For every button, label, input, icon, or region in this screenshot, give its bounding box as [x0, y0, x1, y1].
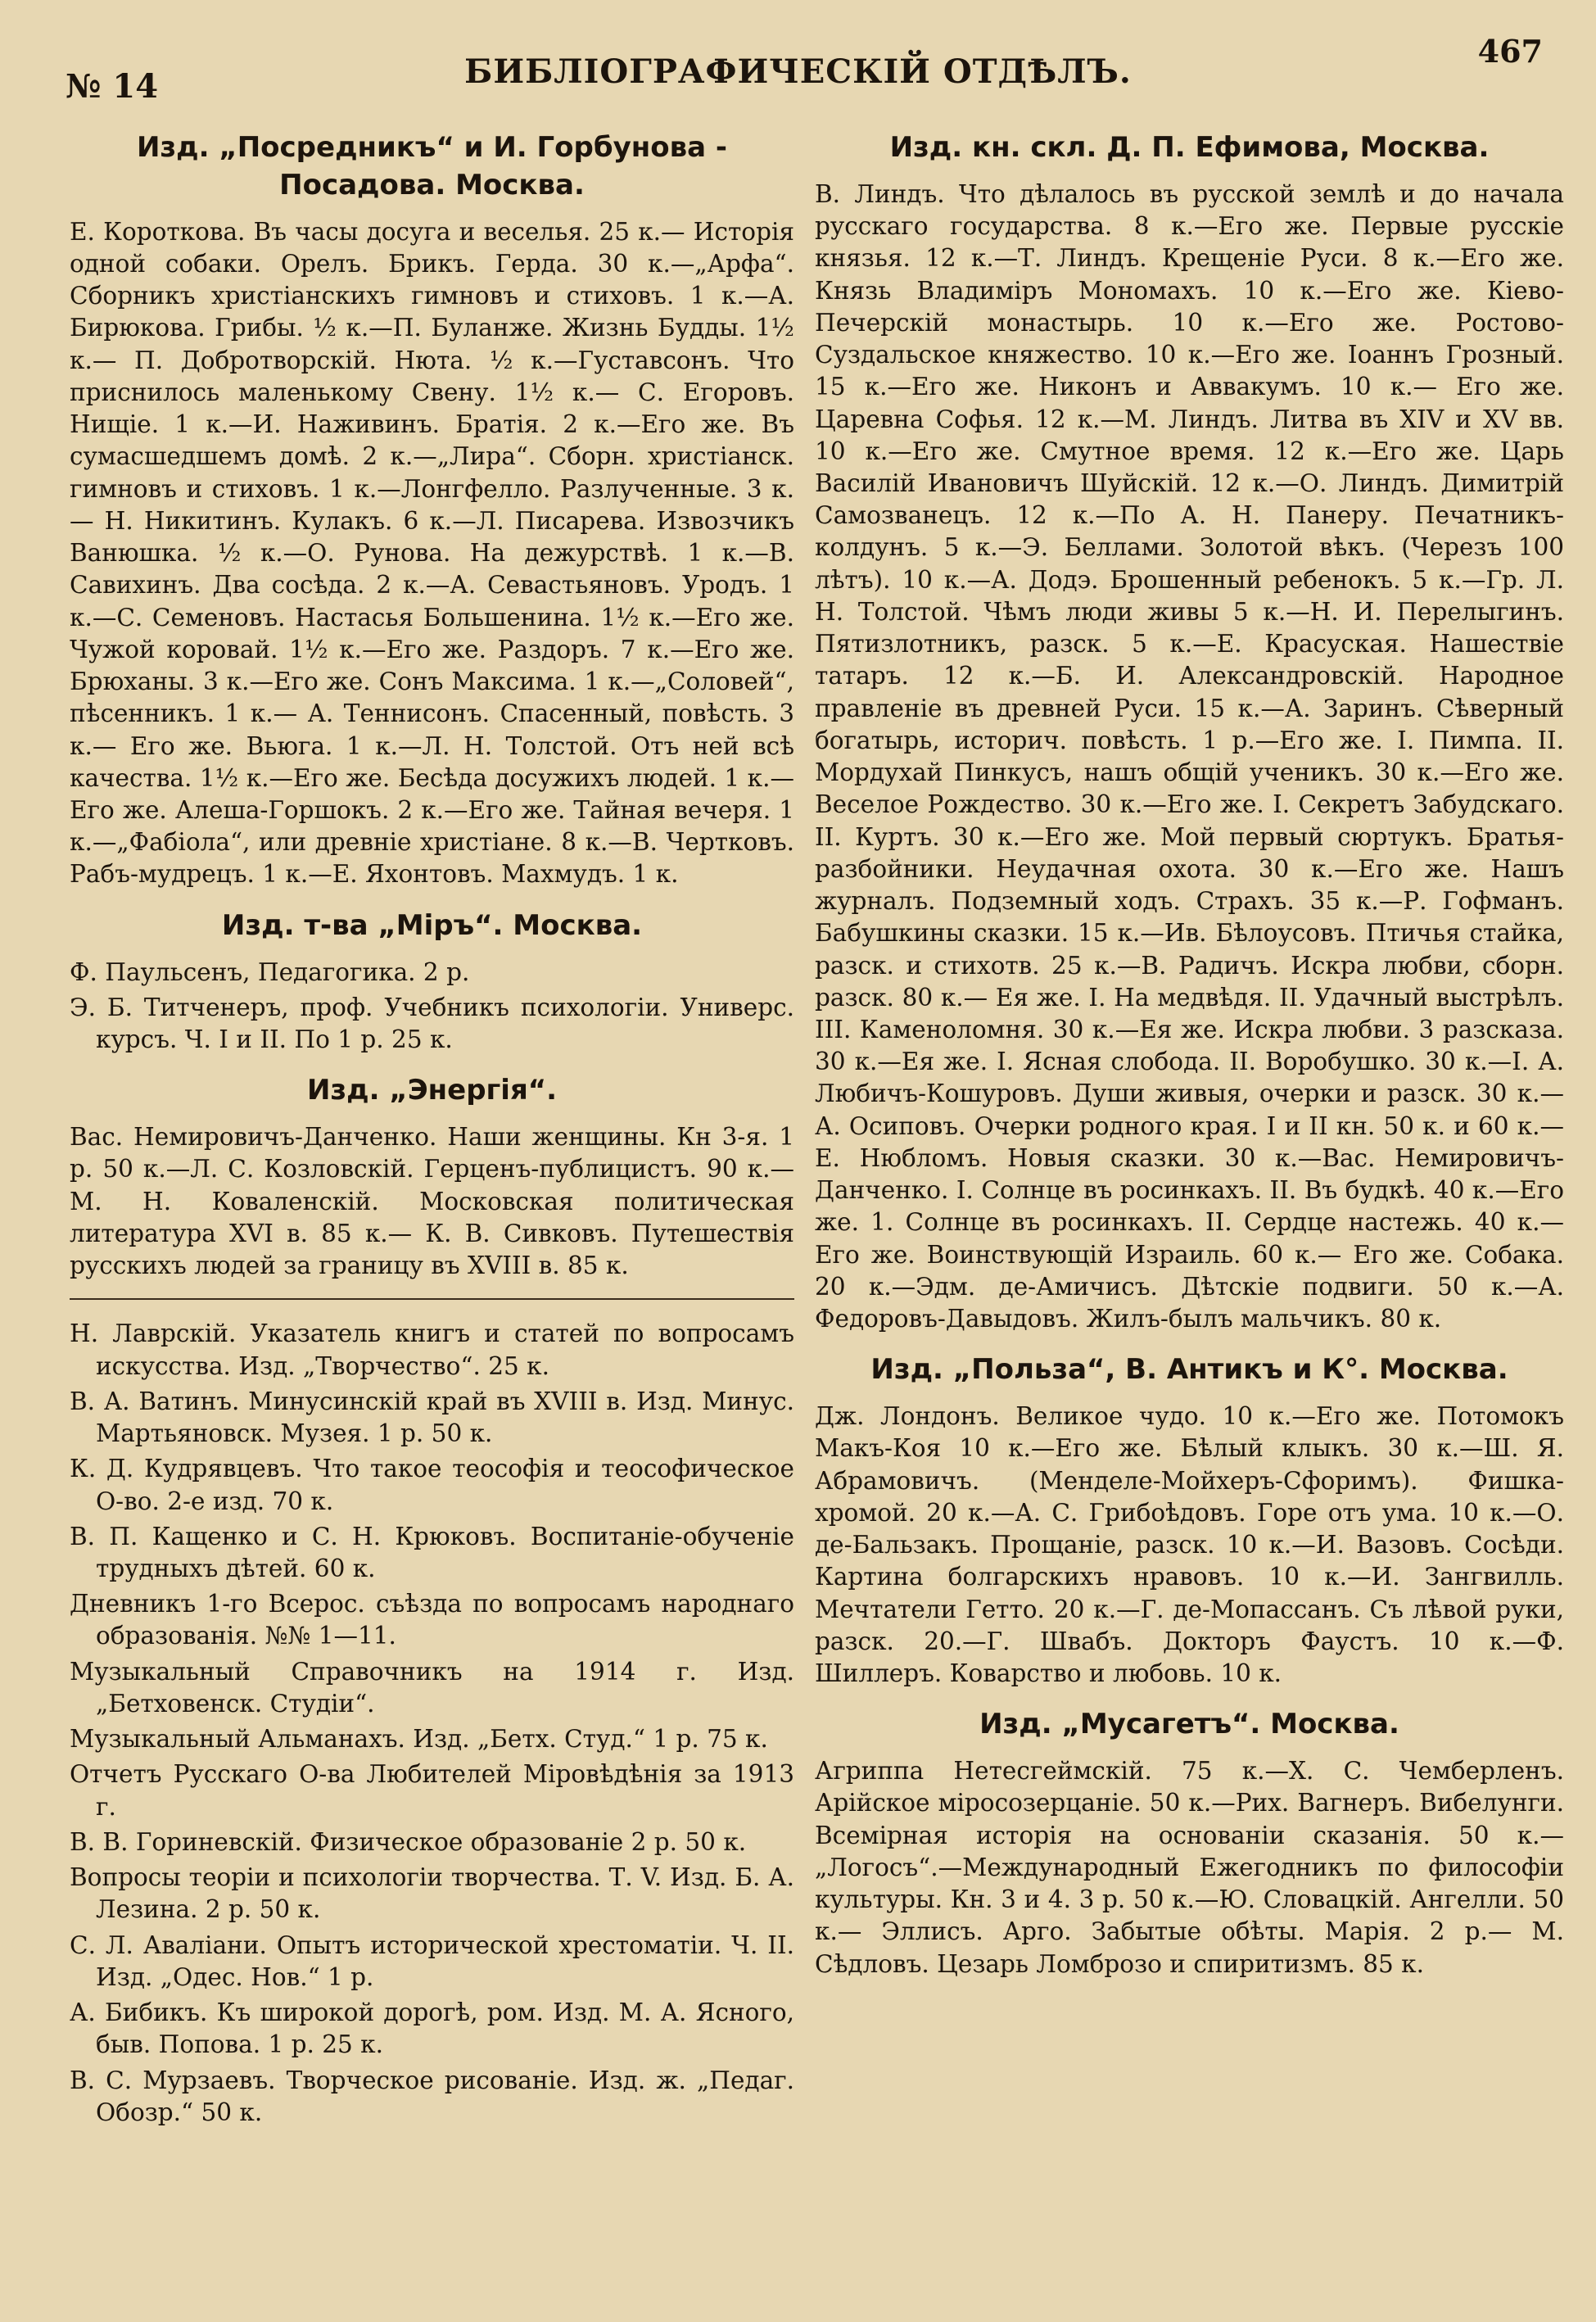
bibliography-entry: В. Линдъ. Что дѣлалось въ русской землѣ и до начала русскаго государства. 8 к.—Его же. Первые русскіе князья. 12 к.—Т. Линдъ. Крещеніе Руси. 8 к.—Его же. Князь Владиміръ Мономахъ. 10 к.—Его же. Кіево-Печерскій монастырь. 10 к.—Его же. Ростово-Суздальское княжество. 10 к.—Его же. Іоаннъ Грозный. 15 к.—Его же. Никонъ и Аввакумъ. 10 к.— Его же. Царевна Софья. 12 к.—М. Линдъ. Литва въ XIV и XV вв. 10 к.—Его же. Смутное время. 12 к.—Его же. Царь Василій Ивановичъ Шуйскій. 12 к.—О. Линдъ. Димитрій Самозванецъ. 12 к.—По А. Н. Панеру. Печатникъ-колдунъ. 5 к.—Э. Беллами. Золотой вѣкъ. (Черезъ 100 лѣтъ). 10 к.—А. Додэ. Брошенный ребенокъ. 5 к.—Гр. Л. Н. Толстой. Чѣмъ люди живы 5 к.—Н. И. Перелыгинъ. Пятизлотникъ, разск. 5 к.—Е. Красуская. Нашествіе татаръ. 12 к.—Б. И. Александровскій. Народное правленіе въ древней Руси. 15 к.—А. Заринъ. Сѣверный богатырь, историч. повѣсть. 1 р.—Его же. I. Пимпа. II. Мордухай Пинкусъ, нашъ общій ученикъ. 30 к.—Его же. Веселое Рождество. 30 к.—Его же. I. Секретъ Забудскаго. II. Куртъ. 30 к.—Его же. Мой первый сюртукъ. Братья-разбойники. Неудачная охота. 30 к.—Его же. Нашъ журналъ. Подземный ходъ. Страхъ. 35 к.—Р. Гофманъ. Бабушкины сказки. 15 к.—Ив. Бѣлоусовъ. Птичья стайка, разск. и стихотв. 25 к.—В. Радичъ. Искра любви, сборн. разск. 80 к.— Ея же. I. На медвѣдя. II. Удачный выстрѣлъ. III. Каменоломня. 30 к.—Ея же. Искра любви. 3 разсказа. 30 к.—Ея же. I. Ясная слобода. II. Воробушко. 30 к.—I. А. Любичъ-Кошуровъ. Души живыя, очерки и разск. 30 к.— А. Осиповъ. Очерки родного края. I и II кн. 50 к. и 60 к.—Е. Нюбломъ. Новыя сказки. 30 к.—Вас. Немировичъ-Данченко. I. Солнце въ росинкахъ. II. Въ будкѣ. 40 к.—Его же. 1. Солнце въ росинкахъ. II. Сердце настежь. 40 к.—Его же. Воинствующій Израиль. 60 к.— Его же. Собака. 20 к.—Эдм. де-Амичисъ. Дѣтскіе подвиги. 50 к.—А. Федоровъ-Давыдовъ. Жилъ-былъ мальчикъ. 80 к.: [815, 179, 1564, 1333]
publisher-section: [70, 908, 794, 1057]
bibliography-entry: Вас. Немировичъ-Данченко. Наши женщины. Кн 3-я. 1 р. 50 к.—Л. С. Козловскій. Герценъ-публицистъ. 90 к.—М. Н. Коваленскій. Московская политическая литература XVI в. 85 к.— К. В. Сивковъ. Путешествія русскихъ людей за границу въ XVIII в. 85 к.: [70, 1123, 794, 1280]
left-column: [70, 123, 794, 2306]
section-title: Изд. „Энергія“.: [306, 1074, 558, 1107]
publisher-section: [815, 129, 1564, 1335]
bibliography-entry: А. Бибикъ. Къ широкой дорогѣ, ром. Изд. М. А. Ясного, быв. Попова. 1 р. 25 к.: [70, 1998, 794, 2059]
section-title: Изд. кн. скл. Д. П. Ефимова, Москва.: [889, 131, 1490, 164]
section-title: Изд. т-ва „Міръ“. Москва.: [221, 908, 643, 942]
page-number: 467: [1477, 33, 1543, 70]
right-column: [815, 123, 1564, 2306]
section-title: Изд. „Польза“, В. Антикъ и К°. Москва.: [870, 1353, 1508, 1387]
issue-number: № 14: [66, 67, 159, 106]
section-title: Изд. „Мусагетъ“. Москва.: [979, 1708, 1399, 1741]
section-title: Изд. „Посредникъ“ и И. Горбунова - Посадова. Москва.: [136, 131, 728, 201]
bibliography-entry: Дневникъ 1-го Всерос. съѣзда по вопросамъ народнаго образованія. №№ 1—11.: [70, 1590, 794, 1650]
page-header: [0, 0, 1596, 123]
bibliography-entry: Э. Б. Титченеръ, проф. Учебникъ психологіи. Универс. курсъ. Ч. I и II. По 1 р. 25 к.: [70, 993, 794, 1054]
publisher-section: [70, 1298, 794, 2129]
running-title: БИБЛІОГРАФИЧЕСКІЙ ОТДѢЛЪ.: [464, 52, 1132, 91]
publisher-section: [815, 1351, 1564, 1690]
bibliography-entry: С. Л. Аваліани. Опытъ исторической хрестоматіи. Ч. II. Изд. „Одес. Нов.“ 1 р.: [70, 1930, 794, 1991]
bibliography-entry: Е. Короткова. Въ часы досуга и веселья. 25 к.— Исторія одной собаки. Орелъ. Брикъ. Герда. 30 к.—„Арфа“. Сборникъ христіанскихъ гимновъ и стиховъ. 1 к.—А. Бирюкова. Грибы. ½ к.—П. Буланже. Жизнь Будды. 1½ к.— П. Добротворскій. Нюта. ½ к.—Густавсонъ. Что приснилось маленькому Свену. 1½ к.— С. Егоровъ. Нищіе. 1 к.—И. Наживинъ. Братія. 2 к.—Его же. Въ сумасшедшемъ домѣ. 2 к.—„Лира“. Сборн. христіанск. гимновъ и стиховъ. 1 к.—Лонгфелло. Разлученные. 3 к.— Н. Никитинъ. Кулакъ. 6 к.—Л. Писарева. Извозчикъ Ванюшка. ½ к.—О. Рунова. На дежурствѣ. 1 к.—В. Савихинъ. Два сосѣда. 2 к.—А. Севастьяновъ. Уродъ. 1 к.—С. Семеновъ. Настасья Большенина. 1½ к.—Его же. Чужой коровай. 1½ к.—Его же. Раздоръ. 7 к.—Его же. Брюханы. 3 к.—Его же. Сонъ Максима. 1 к.—„Соловей“, пѣсенникъ. 1 к.— А. Теннисонъ. Спасенный, повѣсть. 3 к.— Его же. Вьюга. 1 к.—Л. Н. Толстой. Отъ ней всѣ качества. 1½ к.—Его же. Бесѣда досужихъ людей. 1 к.—Его же. Алеша-Горшокъ. 2 к.—Его же. Тайная вечеря. 1 к.—„Фабіола“, или древніе христіане. 8 к.—В. Чертковъ. Рабъ-мудрецъ. 1 к.—Е. Яхонтовъ. Махмудъ. 1 к.: [70, 217, 794, 889]
bibliography-entry: В. С. Мурзаевъ. Творческое рисованіе. Изд. ж. „Педаг. Обозр.“ 50 к.: [70, 2066, 794, 2126]
bibliography-entry: Н. Лаврскій. Указатель книгъ и статей по вопросамъ искусства. Изд. „Творчество“. 25 к.: [70, 1319, 794, 1380]
bibliography-entry: Музыкальный Альманахъ. Изд. „Бетх. Студ.“ 1 р. 75 к.: [70, 1725, 768, 1754]
bibliography-entry: В. В. Гориневскій. Физическое образованіе 2 р. 50 к.: [70, 1827, 747, 1856]
publisher-section: [70, 129, 794, 891]
bibliography-entry: Музыкальный Справочникъ на 1914 г. Изд. „Бетховенск. Студіи“.: [70, 1657, 794, 1718]
bibliography-entry: Дж. Лондонъ. Великое чудо. 10 к.—Его же. Потомокъ Макъ-Коя 10 к.—Его же. Бѣлый клыкъ. 30 к.—Ш. Я. Абрамовичъ. (Менделе-Мойхеръ-Сфоримъ). Фишка-хромой. 20 к.—А. С. Грибоѣдовъ. Горе отъ ума. 10 к.—О. де-Бальзакъ. Прощаніе, разск. 10 к.—И. Вазовъ. Сосѣди. Картина болгарскихъ нравовъ. 10 к.—И. Зангвилль. Мечтатели Гетто. 20 к.—Г. де-Мопассанъ. Съ лѣвой руки, разск. 20.—Г. Швабъ. Докторъ Фаустъ. 10 к.—Ф. Шиллеръ. Коварство и любовь. 10 к.: [815, 1402, 1564, 1688]
bibliography-entry: Агриппа Нетесгеймскій. 75 к.—Х. С. Чемберленъ. Арійское міросозерцаніе. 50 к.—Рих. Вагнеръ. Вибелунги. Всемірная исторія на основаніи сказанія. 50 к.—„Логосъ“.—Международный Ежегодникъ по философіи культуры. Кн. 3 и 4. 3 р. 50 к.—Ю. Словацкій. Ангелли. 50 к.— Эллисъ. Арго. Забытые обѣты. Марія. 2 р.— М. Сѣдловъ. Цезарь Ломброзо и спиритизмъ. 85 к.: [815, 1757, 1564, 1978]
bibliography-entry: Отчетъ Русскаго О-ва Любителей Міровѣдѣнія за 1913 г.: [70, 1760, 794, 1821]
bibliography-entry: В. П. Кащенко и С. Н. Крюковъ. Воспитаніе-обученіе трудныхъ дѣтей. 60 к.: [70, 1522, 794, 1582]
bibliography-entry: Ф. Паульсенъ, Педагогика. 2 р.: [70, 957, 470, 986]
bibliography-entry: Вопросы теоріи и психологіи творчества. Т. V. Изд. Б. А. Лезина. 2 р. 50 к.: [70, 1863, 794, 1924]
publisher-section: [815, 1706, 1564, 1980]
bibliography-entry: В. А. Ватинъ. Минусинскій край въ XVIII в. Изд. Минус. Мартьяновск. Музея. 1 р. 50 к.: [70, 1387, 794, 1448]
bibliography-entry: К. Д. Кудрявцевъ. Что такое теософія и теософическое О-во. 2-е изд. 70 к.: [70, 1455, 794, 1515]
section-divider: [70, 1298, 794, 1300]
publisher-section: [70, 1072, 794, 1282]
